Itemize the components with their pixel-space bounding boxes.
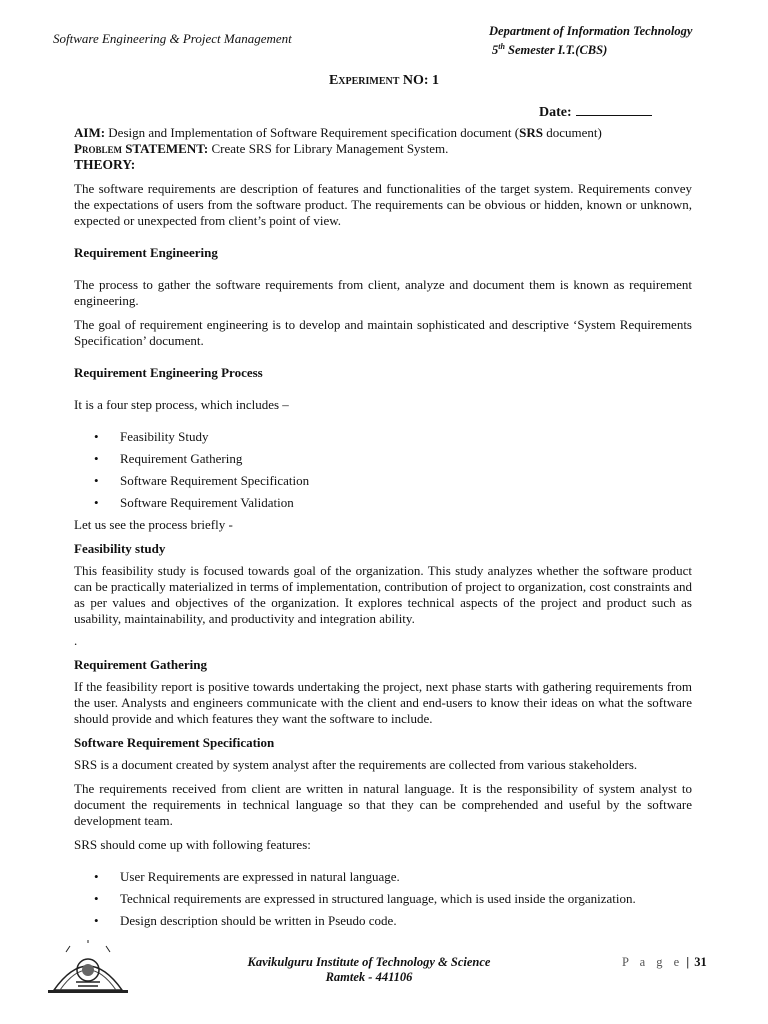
section-heading-gathering: Requirement Gathering [74, 657, 207, 672]
paragraph: It is a four step process, which includes – [74, 397, 289, 412]
section-heading-feasibility: Feasibility study [74, 541, 166, 556]
header-department [489, 24, 692, 58]
list-item: • Software Requirement Specification [74, 473, 692, 495]
list-item: • User Requirements are expressed in natural language. [74, 869, 692, 891]
section-heading-requirement-engineering: Requirement Engineering [74, 245, 218, 260]
date-blank-line [576, 103, 652, 116]
header-dept-name: Department of Information Technology [489, 24, 693, 38]
section-heading-process: Requirement Engineering Process [74, 365, 263, 380]
list-item: • Requirement Gathering [74, 451, 692, 473]
experiment-title: Experiment NO: 1 [328, 73, 440, 88]
institute-emblem-icon [46, 940, 130, 996]
header-semester: 5th Semester I.T.(CBS) [492, 42, 608, 58]
theory-intro: The software requirements are description of features and functionalities of the target system. Requirements convey the expectations of users from the software product. The requirements can be obvious or hidden, known or unknown, expected or unexpected from client’s point of view. [74, 181, 692, 228]
theory-heading: THEORY: [74, 157, 136, 172]
srs-features-list [74, 869, 692, 935]
stray-dot: . [74, 633, 78, 648]
list-item: • Technical requirements are expressed in structured language, which is used inside the organization. [74, 891, 692, 913]
paragraph: If the feasibility report is positive towards undertaking the project, next phase starts with gathering requirements from the user. Analysts and engineers communicate with the client and end-users to know their ideas on what the software should provide and which features they want the software to include. [74, 679, 692, 726]
footer-institute [234, 955, 504, 985]
paragraph: The goal of requirement engineering is to develop and maintain sophisticated and descriptive ‘System Requirements Specification’ document. [74, 317, 692, 348]
list-item: • Software Requirement Validation [74, 495, 692, 517]
list-item: • Design description should be written in Pseudo code. [74, 913, 692, 935]
paragraph: SRS should come up with following features: [74, 837, 311, 852]
paragraph: The requirements received from client are written in natural language. It is the responsibility of system analyst to document the requirements in technical language so that they can be comprehended and useful by the software development team. [74, 781, 692, 828]
paragraph: The process to gather the software requirements from client, analyze and document them is known as requirement engineering. [74, 277, 692, 308]
header-course-title: Software Engineering & Project Management [53, 31, 292, 46]
document-body [74, 125, 692, 935]
problem-statement: Problem STATEMENT: Create SRS for Library Management System. [74, 141, 449, 156]
paragraph: SRS is a document created by system analyst after the requirements are collected from various stakeholders. [74, 757, 638, 772]
section-heading-srs: Software Requirement Specification [74, 735, 275, 750]
process-steps-list [74, 429, 692, 517]
footer-institute-name: Kavikulguru Institute of Technology & Science [247, 955, 491, 969]
paragraph: This feasibility study is focused towards goal of the organization. This study analyzes whether the software product can be practically materialized in terms of implementation, contribution of project to organization, cost constraints and as per values and objectives of the organization. It explores technical aspects of the project and product such as usability, maintainability, and productivity and integration ability. [74, 563, 692, 626]
date-field: Date: [539, 103, 652, 121]
aim-line: AIM: Design and Implementation of Software Requirement specification document (SRS document) [74, 125, 602, 140]
page-number: P a g e | 31 [622, 955, 707, 969]
list-item: • Feasibility Study [74, 429, 692, 451]
paragraph: Let us see the process briefly - [74, 517, 233, 532]
footer-city: Ramtek - 441106 [325, 970, 413, 984]
